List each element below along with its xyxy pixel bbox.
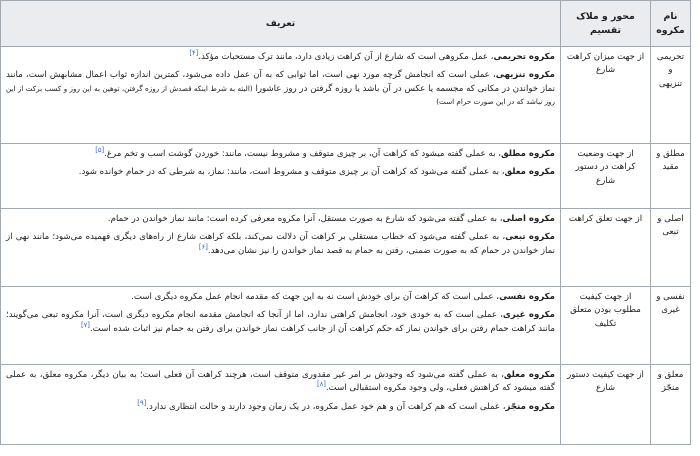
row-criterion: از جهت میزان کراهت شارع	[561, 47, 651, 144]
definition-term: مکروه تنزیهی	[495, 70, 555, 81]
header-row	[1, 1, 691, 47]
definition-text: ، به عملی گفته می‌شود که وجودش بر امر غیر مقدوری متوقف است، هرچند کراهت آن فعلی است؛ به بیان دیگر، مکروه معلق، به عملی گفته میشود که کراهتش فعلی، ولی وجود مکروه استقبالی است.	[6, 370, 555, 394]
definition-text: ، به عملی گفته می‌شود که خطاب مستقلی بر کراهت آن دلالت نمی‌کند، بلکه کراهت شارع از راه‌های دیگری فهمیده می‌شود؛ مانند نهی از نماز خواندن در حمام که به صورت ضمنی، رفتن به حمام به قصد نماز خواندن را نیز نشان می‌دهد.	[6, 232, 555, 256]
row-definition	[1, 287, 561, 365]
definition-note: (البته به شرط اینکه قصدش از روزه گرفتن، توهین به این روز و کسب برکت از این روز نباشد که در این صورت حرام است)	[6, 83, 555, 106]
definition-paragraph	[6, 369, 555, 396]
header-criterion: محور و ملاک تقسیم	[561, 1, 651, 47]
header-definition: تعریف	[1, 1, 561, 47]
row-definition	[1, 144, 561, 209]
definition-paragraph	[6, 231, 555, 258]
row-definition	[1, 47, 561, 144]
row-definition	[1, 209, 561, 287]
definition-term: مکروه اصلی	[502, 214, 555, 224]
table-row	[1, 47, 691, 144]
definition-paragraph	[6, 309, 555, 336]
reference-link[interactable]: [۷]	[80, 320, 90, 329]
definition-text: ، به عملی گفته می‌شود که کراهت آن بر چیزی متوقف و مشروط است، مانند: نماز، به شرطی که در حمام خوانده شود.	[78, 167, 505, 178]
definition-term: مکروه منجّز	[505, 401, 555, 412]
row-name: مطلق و مقید	[651, 144, 691, 209]
row-name: تحریمی و تنزیهی	[651, 47, 691, 144]
table-row	[1, 287, 691, 365]
row-criterion: از جهت تعلق کراهت	[561, 209, 651, 287]
header-name: نام مکروه	[651, 1, 691, 47]
reference-link[interactable]: [۵]	[95, 146, 105, 155]
row-name: اصلی و تبعی	[651, 209, 691, 287]
definition-text: ، عملی است که هم کراهت آن و هم خود عمل مکروه، در یک زمان وجود دارند و حالت انتظاری ندارد.	[146, 401, 506, 412]
definition-paragraph	[6, 291, 555, 304]
definition-paragraph	[6, 51, 555, 64]
reference-link[interactable]: [۶]	[198, 242, 208, 251]
table-header	[1, 1, 691, 47]
definition-term: مکروه مطلق	[500, 149, 555, 159]
definition-paragraph	[6, 69, 555, 109]
row-definition	[1, 365, 561, 445]
row-name: نفسی و غیری	[651, 287, 691, 365]
definition-text: ، به عملی گفته میشود که کراهت آن، بر چیزی متوقف و مشروط نیست، مانند: خوردن گوشت اسب و تخم مرغ.	[104, 149, 501, 159]
row-criterion: از جهت کیفیت مطلوب بودن متعلق تکلیف	[561, 287, 651, 365]
definition-text: ، به عملی گفته می‌شود که شارع به صورت مستقل، آنرا مکروه معرفی کرده است: مانند نماز خواندن در حمام.	[107, 214, 503, 224]
definition-paragraph	[6, 148, 555, 161]
definition-term: مکروه نفسی	[499, 292, 555, 302]
definition-term: مکروه معلق	[504, 167, 555, 178]
reference-link[interactable]: [۹]	[137, 398, 147, 407]
definition-text: ، عملی است که کراهت آن برای خودش است نه به این جهت که مقدمه انجام عمل مکروه دیگری است.	[131, 292, 500, 302]
definition-text: ، عملی است که به خودی خود، انجامش کراهتی ندارد، اما از آنجا که انجامش مقدمه انجام مکروه دیگری است، آنرا مکروه تبعی می‌گویند؛ مانند کراهت حمام رفتن برای خواندن نماز که حکم کراهت آن از جانب کراهت نماز خواندن برای رفتن به حمام نیز اثبات شده است.	[6, 310, 555, 334]
definition-paragraph	[6, 213, 555, 226]
definition-paragraph	[6, 166, 555, 179]
definition-term: مکروه غیری	[502, 310, 555, 321]
row-criterion: از جهت کیفیت دستور شارع	[561, 365, 651, 445]
definition-text: ، عمل مکروهی است که شارع از آن کراهت زیادی دارد، مانند ترک مستحبات مؤکد.	[198, 52, 494, 62]
row-criterion: از جهت وضعیت کراهت در دستور شارع	[561, 144, 651, 209]
table-row	[1, 144, 691, 209]
table-row	[1, 209, 691, 287]
reference-link[interactable]: [۴]	[189, 49, 199, 58]
definition-term: مکروه معلق	[503, 370, 555, 380]
reference-link[interactable]: [۸]	[316, 380, 326, 389]
table-row	[1, 365, 691, 445]
definition-paragraph	[6, 398, 555, 414]
definition-term: مکروه تحریمی	[493, 52, 555, 62]
definition-term: مکروه تبعی	[505, 232, 555, 243]
row-name: معلق و منجّز	[651, 365, 691, 445]
definition-text: ، عملی است که انجامش گرچه مورد نهی است، اما ثوابی که به آن عمل داده می‌شود، کمترین اندازه ثواب اعمال مشابهش است، مانند نماز خواندن در مکانی که مجسمه یا عکس در آن باشد یا روزه گرفتن در روز عاشورا	[6, 70, 556, 94]
